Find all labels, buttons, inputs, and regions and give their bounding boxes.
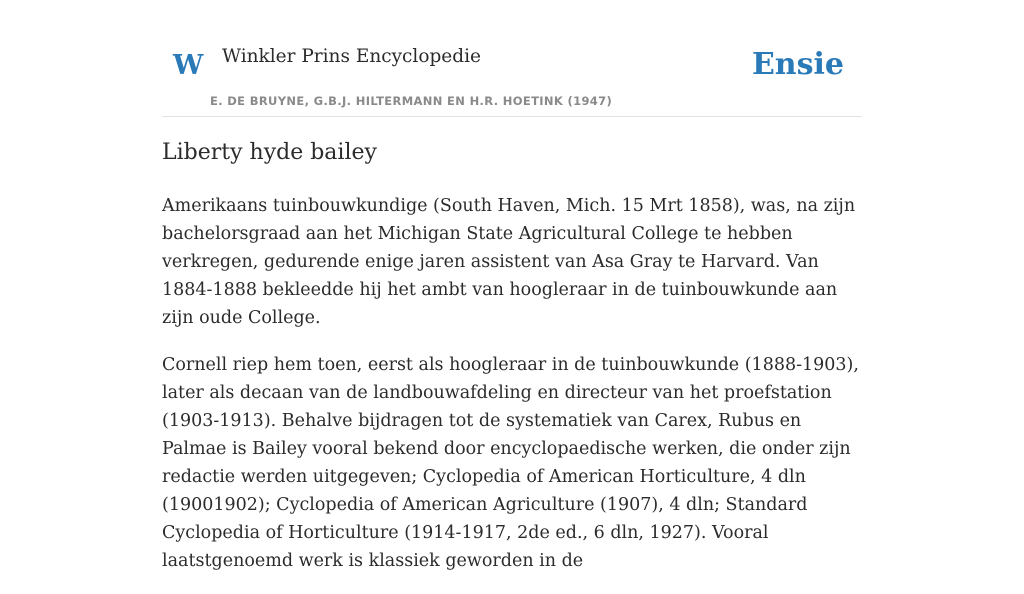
source-title[interactable]: Winkler Prins Encyclopedie bbox=[222, 46, 481, 67]
article-body bbox=[162, 192, 862, 594]
article-title: Liberty hyde bailey bbox=[162, 140, 377, 165]
source-logo-icon: W bbox=[173, 50, 204, 81]
brand-logo-link[interactable]: Ensie bbox=[751, 47, 844, 82]
article-paragraph: Amerikaans tuinbouwkundige (South Haven, Mich. 15 Mrt 1858), was, na zijn bachelorsgraad aan het Michigan State Agricultural College te hebben verkregen, gedurende enige jaren assistent van Asa Gray te Harvard. Van 1884-1888 bekleedde hij het ambt van hoogleraar in de tuinbouwkunde aan zijn oude College. bbox=[162, 196, 856, 328]
source-header bbox=[162, 0, 862, 117]
article-paragraph: Cornell riep hem toen, eerst als hoogleraar in de tuinbouwkunde (1888-1903), later als decaan van de landbouwafdeling en directeur van het proefstation (1903-1913). Behalve bijdragen tot de systematiek van Carex, Rubus en Palmae is Bailey vooral bekend door encyclopaedische werken, die onder zijn redactie werden uitgegeven; Cyclopedia of American Horticulture, 4 dln (19001902); Cyclopedia of American Agriculture (1907), 4 dln; Standard Cyclopedia of Horticulture (1914-1917, 2de ed., 6 dln, 1927). Vooral laatstgenoemd werk is klassiek geworden in de bbox=[162, 355, 859, 571]
source-authors: E. DE BRUYNE, G.B.J. HILTERMANN EN H.R. HOETINK (1947) bbox=[210, 94, 613, 108]
